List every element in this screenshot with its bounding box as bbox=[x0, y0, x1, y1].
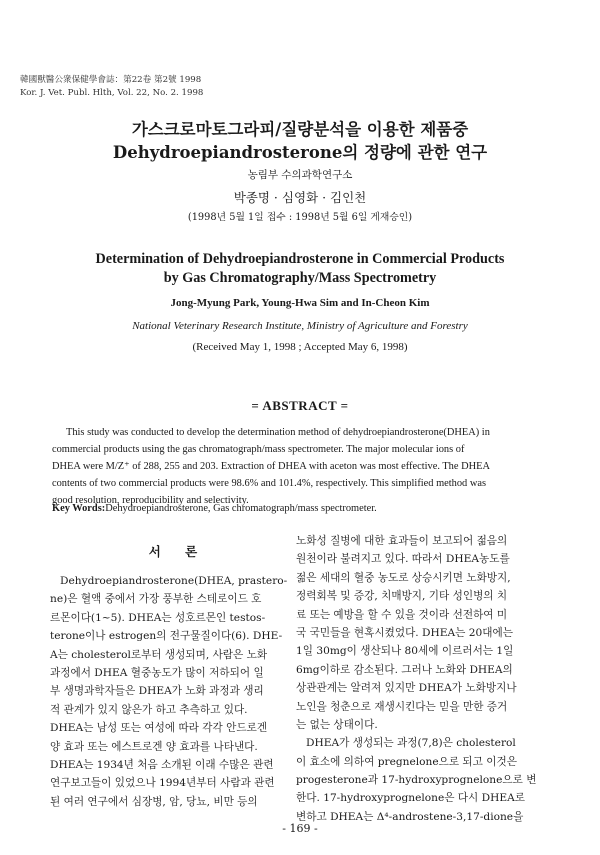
body-line: 적 관계가 있지 않은가 하고 추측하고 있다. bbox=[50, 703, 248, 716]
korean-title-line-1: 가스크로마토그라피/질량분석을 이용한 제품중 bbox=[131, 120, 469, 139]
journal-header bbox=[20, 74, 203, 100]
english-title-line-2: by Gas Chromatography/Mass Spectrometry bbox=[163, 270, 437, 286]
body-line: 상관관계는 알려져 있지만 DHEA가 노화방지나 bbox=[296, 682, 517, 695]
body-line: 양 효과 또는 에스트로겐 양 효과를 나타낸다. bbox=[50, 740, 258, 753]
body-line: 르몬이다(1~5). DHEA는 성호르몬인 testos- bbox=[50, 611, 266, 624]
korean-authors: 박종명 · 심영화 · 김인천 bbox=[233, 190, 367, 205]
body-line: 노화성 질병에 대한 효과들이 보고되어 젊음의 bbox=[296, 535, 508, 547]
body-line: 료 또는 예방을 할 수 있을 것이라 선전하여 미 bbox=[296, 608, 508, 621]
body-column-left bbox=[50, 532, 306, 811]
body-line: 원천이라 불려지고 있다. 따라서 DHEA농도를 bbox=[296, 553, 510, 566]
english-title-line-1: Determination of Dehydroepiandrosterone in Commercial Products bbox=[95, 251, 505, 267]
body-line: ne)은 혈액 중에서 가장 풍부한 스테로이드 호 bbox=[50, 593, 262, 606]
body-line: DHEA는 남성 또는 여성에 따라 각각 안드로겐 bbox=[50, 722, 268, 735]
abstract-line: DHEA were M/Z⁺ of 288, 255 and 203. Extraction of DHEA with aceton was most effective. The DHEA bbox=[52, 461, 490, 472]
korean-institute: 농림부 수의과학연구소 bbox=[247, 169, 353, 181]
korean-title-line-2: Dehydroepiandrosterone의 정량에 관한 연구 bbox=[112, 143, 488, 162]
abstract-line: commercial products using the gas chromatograph/mass spectrometer. The major molecular ions of bbox=[52, 444, 465, 455]
body-line: Dehydroepiandrosterone(DHEA, prastero- bbox=[60, 575, 288, 587]
body-line: 국 국민들을 현혹시켰었다. DHEA는 20대에는 bbox=[296, 626, 513, 639]
body-line: 연구보고들이 있었으나 1994년부터 사람과 관련 bbox=[50, 777, 275, 790]
body-line: terone이나 estrogen의 전구물질이다(6). DHE- bbox=[50, 630, 283, 643]
body-line: 한다. 17-hydroxyprognelone은 다시 DHEA로 bbox=[296, 792, 525, 805]
journal-citation-korean: 韓國獸醫公衆保健學會誌：第22卷 第2號 1998 bbox=[20, 75, 202, 85]
body-line: DHEA가 생성되는 과정(7,8)은 cholesterol bbox=[306, 737, 516, 750]
body-line: 된 여러 연구에서 심장병, 암, 당뇨, 비만 등의 bbox=[50, 795, 258, 808]
body-line: A는 cholesterol로부터 생성되며, 사람은 노화 bbox=[50, 648, 268, 661]
abstract-line: This study was conducted to develop the determination method of dehydroepiandrosterone(DHEA) in bbox=[66, 427, 490, 438]
english-institute: National Veterinary Research Institute, Ministry of Agriculture and Forestry bbox=[132, 320, 468, 332]
body-line: 변하고 DHEA는 Δ⁴-androstene-3,17-dione을 bbox=[296, 810, 524, 823]
journal-citation-english: Kor. J. Vet. Publ. Hlth, Vol. 22, No. 2. 1998 bbox=[20, 88, 204, 98]
korean-received-date: (1998년 5월 1일 접수 : 1998년 5월 6일 게재승인) bbox=[187, 212, 413, 223]
body-line: 는 없는 상태이다. bbox=[296, 718, 378, 731]
body-line: 젊은 세대의 혈중 농도로 상승시키면 노화방지, bbox=[296, 571, 511, 584]
body-line: 1일 30mg이 생산되나 80세에 이르러서는 1일 bbox=[296, 645, 514, 658]
section-heading-introduction: 서 론 bbox=[148, 544, 208, 559]
keywords-label: Key Words: bbox=[52, 503, 106, 514]
body-line: 과정에서 DHEA 혈중농도가 많이 저하되어 일 bbox=[50, 666, 264, 679]
abstract-line: good resolution, reproducibility and selectivity. bbox=[52, 495, 249, 506]
keywords bbox=[52, 503, 377, 514]
abstract-line: contents of two commercial products were 98.6% and 101.4%, respectively. This simplified method was bbox=[52, 478, 486, 489]
body-column-right bbox=[296, 532, 552, 826]
abstract-body bbox=[52, 424, 552, 509]
body-line: DHEA는 1934년 처음 소개된 이래 수많은 관련 bbox=[50, 758, 274, 771]
body-line: 이 효소에 의하여 pregnelone으로 되고 이것은 bbox=[296, 755, 517, 768]
abstract-heading: = ABSTRACT = bbox=[251, 398, 349, 413]
body-line: progesterone과 17-hydroxyprognelone으로 변 bbox=[296, 774, 537, 787]
body-line: 6mg이하로 감소된다. 그러나 노화와 DHEA의 bbox=[296, 663, 513, 676]
body-line: 부 생명과학자들은 DHEA가 노화 과정과 생리 bbox=[50, 685, 264, 698]
body-line: 노인을 청춘으로 재생시킨다는 믿을 만한 증거 bbox=[296, 700, 508, 713]
keywords-text: Dehydroepiandrosterone, Gas chromatograph/mass spectrometer. bbox=[105, 503, 377, 514]
english-received-date: (Received May 1, 1998 ; Accepted May 6, 1998) bbox=[192, 341, 408, 353]
page-number: - 169 - bbox=[282, 822, 318, 835]
english-authors: Jong-Myung Park, Young-Hwa Sim and In-Cheon Kim bbox=[170, 297, 430, 309]
body-line: 정력회복 및 증강, 치매방지, 기타 성인병의 치 bbox=[296, 590, 508, 603]
